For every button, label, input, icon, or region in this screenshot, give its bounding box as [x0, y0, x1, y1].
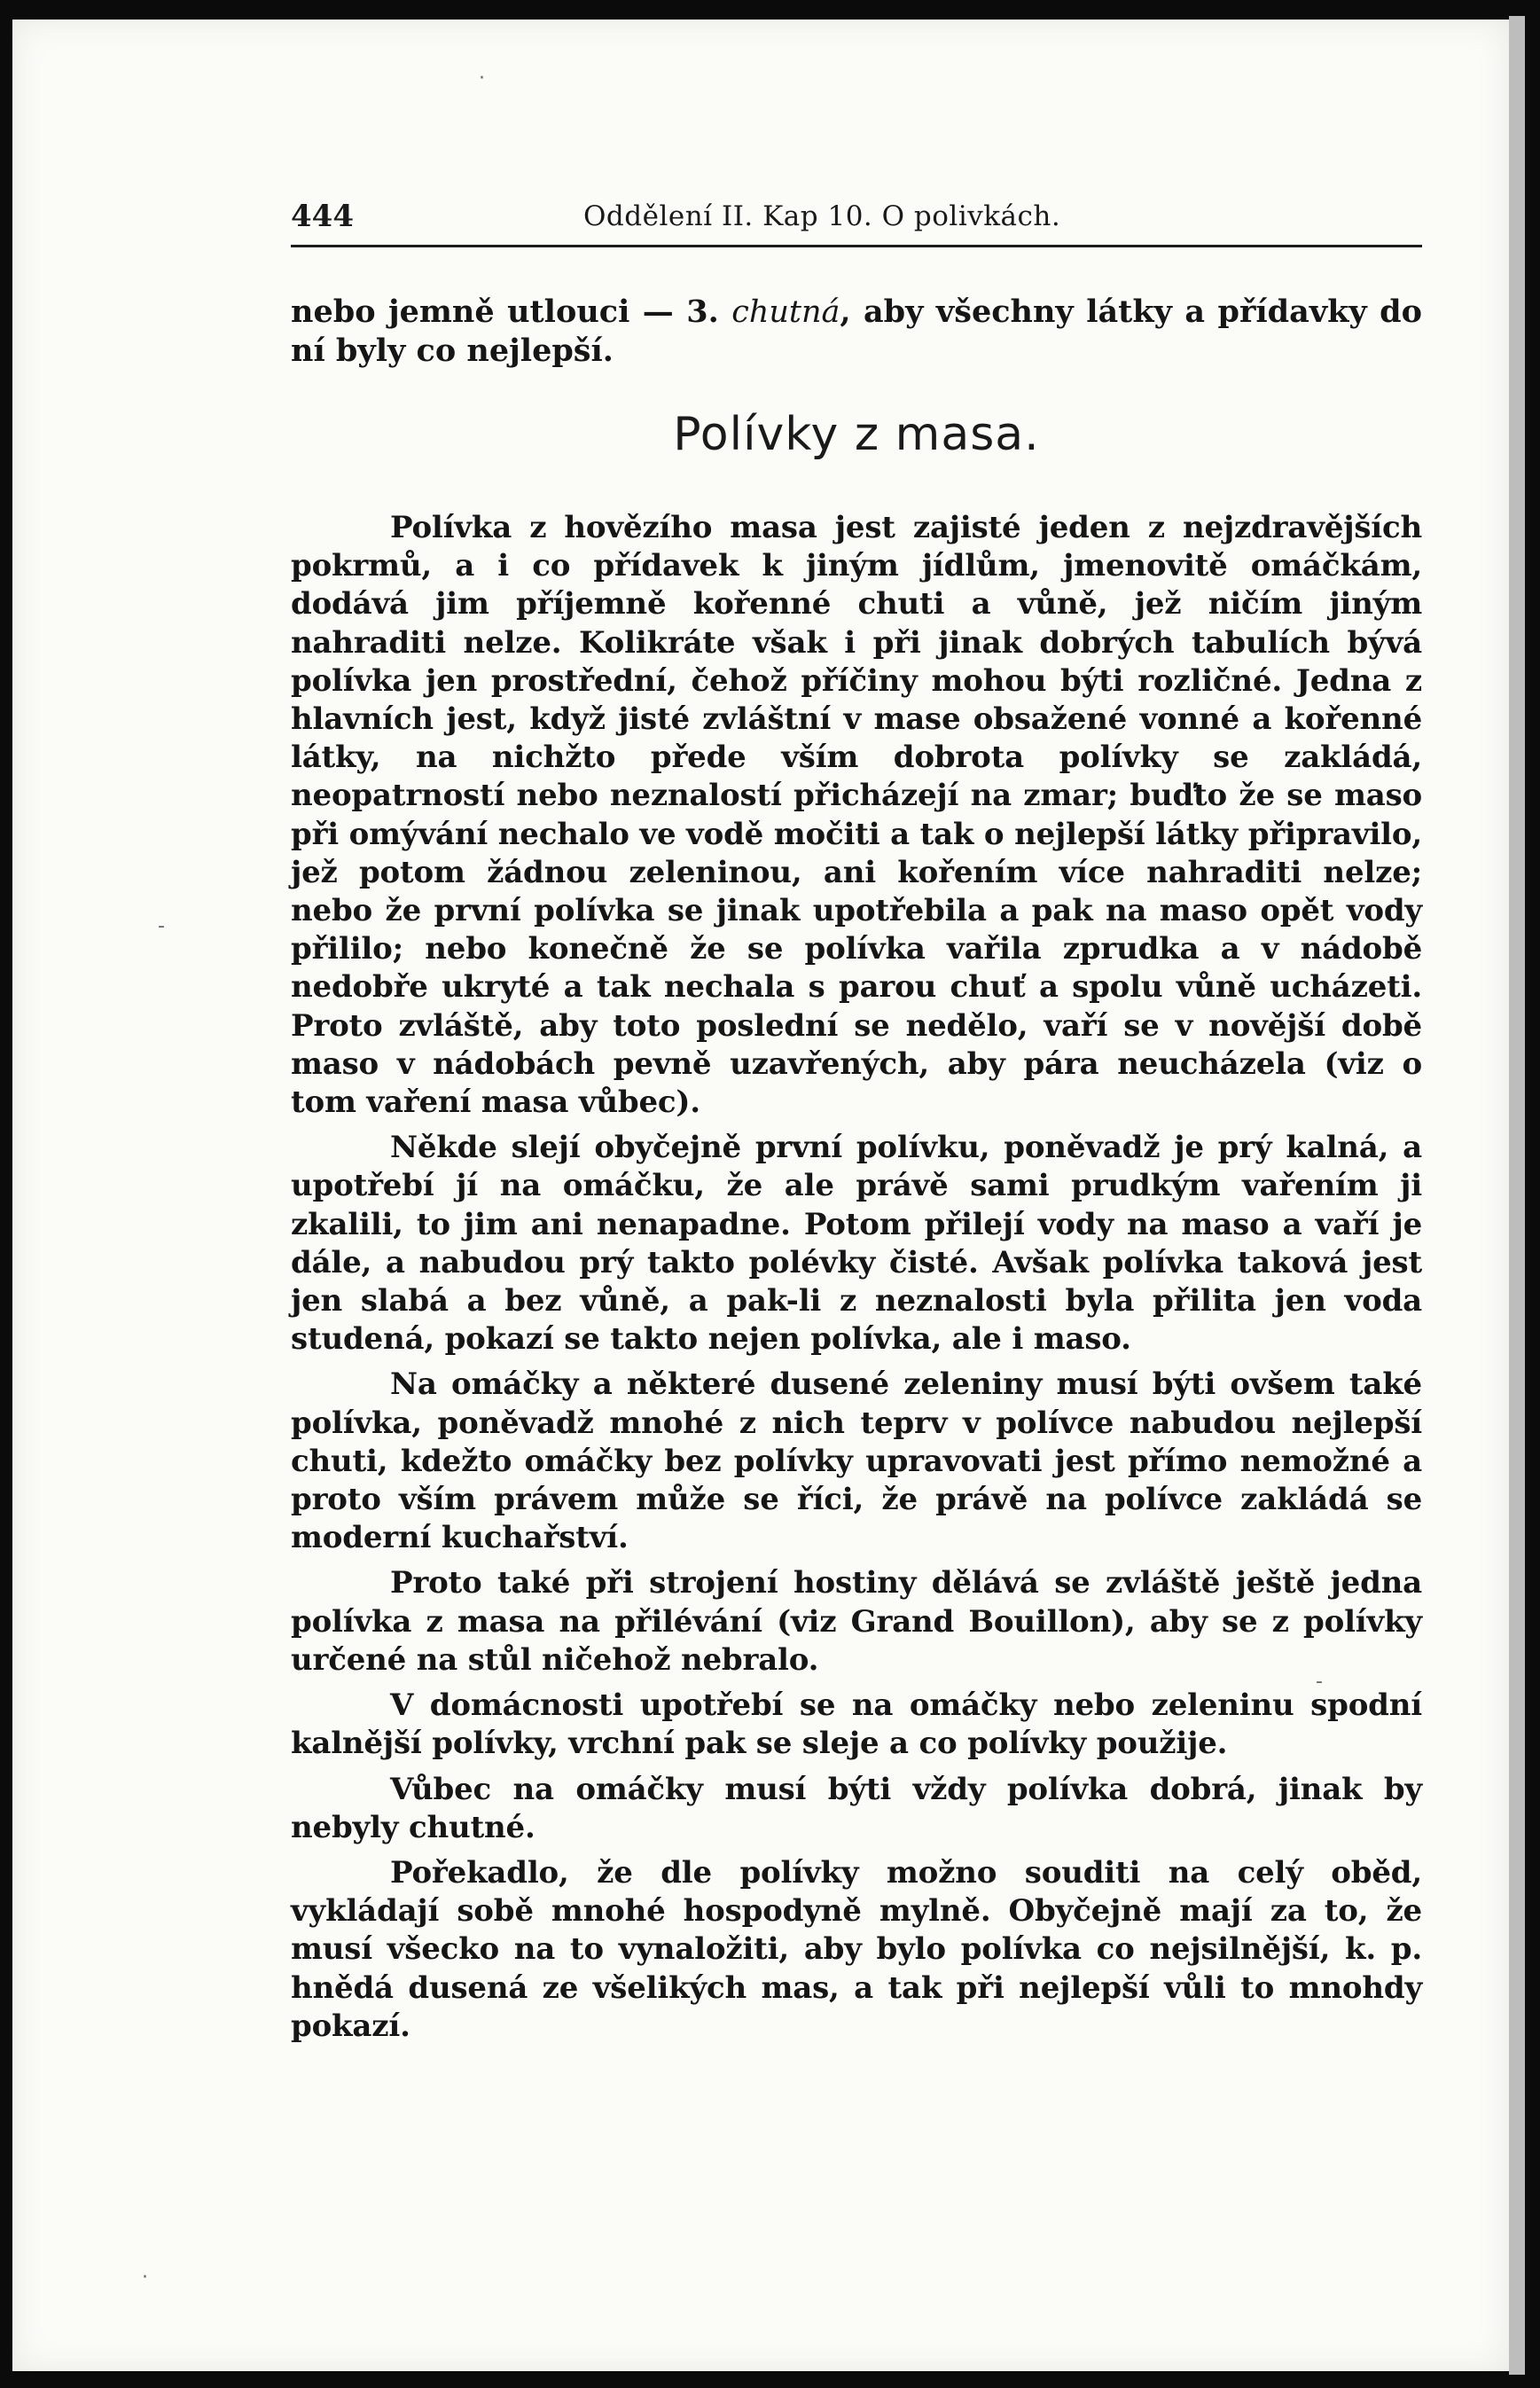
page-edge-shadow [1509, 16, 1525, 2375]
scan-speck: - [158, 915, 165, 937]
paragraph-2: Někde slejí obyčejně první polívku, poněvadž je prý kalná, a upotřebí jí na omáčku, že ale právě sami prudkým vařením ji zkalili, to jim ani nenapadne. Potom přilejí vody na maso a vaří je dále, a nabudou prý takto polévky čisté. Avšak polívka taková jest jen slabá a bez vůně, a pak-li z neznalosti byla přilita jen voda studená, pokazí se takto nejen polívka, ale i maso. [291, 1130, 1422, 1358]
header-rule [291, 245, 1422, 247]
page-number: 444 [291, 199, 354, 234]
scan-speck: · [142, 2267, 148, 2289]
main-text [291, 509, 1422, 2053]
page-header [291, 193, 1419, 243]
scan-speck: - [1316, 1671, 1323, 1693]
intro-text [291, 293, 1422, 371]
section-title: Polívky z masa. [673, 408, 1040, 461]
paragraph-5: V domácnosti upotřebí se na omáčky nebo zeleninu spodní kalnější polívky, vrchní pak se sleje a co polívky použije. [291, 1687, 1422, 1762]
paragraph-3: Na omáčky a některé dusené zeleniny musí býti ovšem také polívka, poněvadž mnohé z nich teprv v polívce nabudou nejlepší chuti, kdežto omáčky bez polívky upravovati jest přímo nemožné a proto vším právem může se říci, že právě na polívce zakládá se moderní kuchařství. [291, 1366, 1422, 1556]
intro-paragraph [291, 293, 1422, 371]
paragraph-6: Vůbec na omáčky musí býti vždy polívka dobrá, jinak by nebyly chutné. [291, 1771, 1422, 1845]
paragraph-7: Pořekadlo, že dle polívky možno souditi na celý oběd, vykládají sobě mnohé hospodyně mylně. Obyčejně mají za to, že musí všecko na to vynaložiti, aby bylo polívka co nejsilnější, k. p. hnědá dusená ze všelikých mas, a tak při nejlepší vůli to mnohdy pokazí. [291, 1854, 1422, 2044]
scan-speck: · [479, 67, 485, 90]
intro-emphasis: chutná [731, 294, 840, 330]
paragraph-4: Proto také při strojení hostiny dělává se zvláště ještě jedna polívka z masa na přilévání (viz Grand Bouillon), aby se z polívky určené na stůl ničehož nebralo. [291, 1565, 1422, 1678]
intro-end: , aby všechny látky a přídavky do ní byly co nejlepší. [291, 294, 1422, 370]
intro-start: nebo jemně utlouci — 3. [291, 294, 732, 330]
paragraph-1: Polívka z hovězího masa jest zajisté jeden z nejzdravějších pokrmů, a i co přídavek k jiným jídlům, jmenovitě omáčkám, dodává jim příjemně kořenné chuti a vůně, jež ničím jiným nahraditi nelze. Kolikráte však i při jinak dobrých tabulích bývá polívka jen prostřední, čehož příčiny mohou býti rozličné. Jedna z hlavních jest, když jisté zvláštní v mase obsažené vonné a kořenné látky, na nichžto přede vším dobrota polívky se zakládá, neopatrností nebo neznalostí přicházejí na zmar; buďto že se maso při omývání nechalo ve vodě močiti a tak o nejlepší látky připravilo, jež potom žádnou zeleninou, ani kořením více nahraditi nelze; nebo že první polívka se jinak upotřebila a pak na maso opět vody přililo; nebo konečně že se polívka vařila zprudka a v nádobě nedobře ukryté a tak nechala s parou chuť a spolu vůně ucházeti. Proto zvláště, aby toto poslední se nedělo, vaří se v novější době maso v nádobách pevně uzavřených, aby pára neucházela (viz o tom vaření masa vůbec). [291, 510, 1422, 1121]
running-title: Oddělení II. Kap 10. O polivkách. [583, 200, 1061, 232]
